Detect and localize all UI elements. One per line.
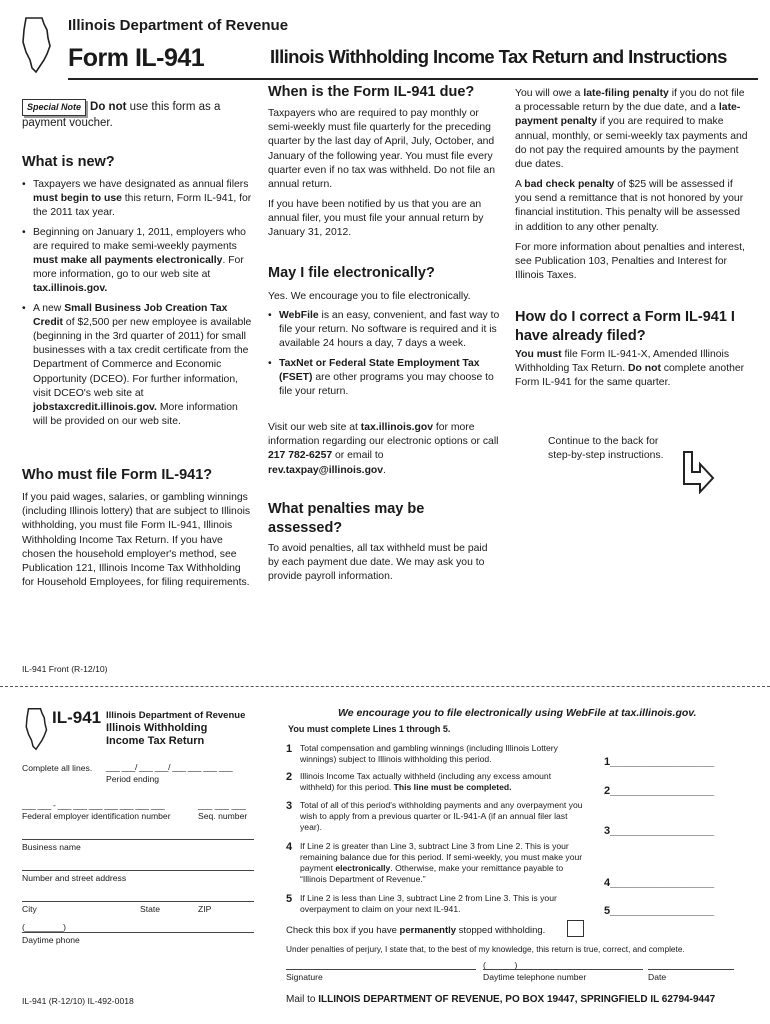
voucher-form-id: IL-941 <box>52 708 102 727</box>
daytime-phone-input[interactable]: (________) <box>22 922 66 932</box>
line-3-amount[interactable]: 3_________________ <box>604 825 715 837</box>
illinois-state-outline-icon <box>24 706 48 752</box>
bad-check-text: A bad check penalty of $25 will be assessed if you send a remittance that is not honored by your financial institution. This penalty will be assessed in addition to any other penalty. <box>515 179 744 233</box>
electronic-text-2: Visit our web site at tax.illinois.gov for more information regarding our electronic options or call 217 782-6257 or email to rev.taxpay@illinois.gov. <box>268 422 499 476</box>
front-footer: IL-941 Front (R-12/10) <box>22 664 108 674</box>
daytime-phone-label: Daytime phone <box>22 935 80 945</box>
line-item-2: 2 Illinois Income Tax actually withheld (including any excess amount withheld) for this period. This line must be completed. <box>286 771 552 792</box>
electronic-heading: May I file electronically? <box>268 265 435 281</box>
zip-label: ZIP <box>198 904 212 914</box>
fein-input[interactable]: ___ ___ - ___ ___ ___ ___ ___ ___ ___ <box>22 800 165 810</box>
special-note-badge: Special Note <box>22 99 86 116</box>
list-item: • Taxpayers we have designated as annual filers must begin to use this return, Form IL-941, for the 2011 tax year. <box>22 178 254 221</box>
line-4-amount[interactable]: 4_________________ <box>604 877 715 889</box>
signature-field[interactable] <box>286 969 476 970</box>
line-5-amount[interactable]: 5_________________ <box>604 905 715 917</box>
seq-number-label: Seq. number <box>198 811 248 821</box>
header-rule <box>68 78 758 80</box>
line-item-4: 4 If Line 2 is greater than Line 3, subtract Line 3 from Line 2. This is your remaining balance due for this period. If semi-weekly, you must make your payment electronically. Otherwise, make your remittance payable to “Illinois Department of Revenue.” <box>286 841 583 884</box>
penalty-info-text: For more information about penalties and interest, see Publication 103, Penalties and Interest for Illinois Taxes. <box>515 242 745 282</box>
cut-line <box>0 686 770 687</box>
penalties-text: To avoid penalties, all tax withheld must be paid by each payment due date. We may ask you to provide payroll information. <box>268 543 488 583</box>
daytime-telephone-field[interactable] <box>483 969 643 970</box>
line-2-amount[interactable]: 2_________________ <box>604 785 715 797</box>
special-note: Special Note Do not use this form as a payment voucher. <box>22 101 221 129</box>
date-field[interactable] <box>648 969 734 970</box>
signature-label: Signature <box>286 972 323 982</box>
mailing-address: Mail to ILLINOIS DEPARTMENT OF REVENUE, PO BOX 19447, SPRINGFIELD IL 62794-9447 <box>286 994 716 1005</box>
daytime-telephone-label: Daytime telephone number <box>483 972 587 982</box>
when-due-heading: When is the Form IL-941 due? <box>268 84 475 100</box>
stopped-withholding-checkbox[interactable] <box>567 920 584 937</box>
encourage-webfile: We encourage you to file electronically using WebFile at tax.illinois.gov. <box>338 707 697 719</box>
city-label: City <box>22 904 37 914</box>
list-item: • Beginning on January 1, 2011, employers who are required to make semi-weekly payments must make all payments electronically. For more information, go to our web site at tax.illinois.gov. <box>22 226 254 297</box>
complete-all-label: Complete all lines. <box>22 763 93 773</box>
line-1-amount[interactable]: 1_________________ <box>604 756 715 768</box>
continue-text: Continue to the back for step-by-step instructions. <box>548 436 664 462</box>
illinois-state-outline-icon <box>20 16 52 74</box>
electronic-text-1: Yes. We encourage you to file electronically. <box>268 291 471 302</box>
correct-heading: How do I correct a Form IL-941 I have already filed? <box>515 309 735 344</box>
who-must-file-text: If you paid wages, salaries, or gambling winnings (including Illinois lottery) that are subject to Illinois withholding, you must file Form IL-941, Illinois Withholding Income Tax Return. If you have chosen the household employer's method, see Publication 121, Illinois Income Tax Withholding for Household Employees, for filing requirements. <box>22 492 251 589</box>
list-item: • WebFile is an easy, convenient, and fast way to file your return. No software is required and it is available 24 hours a day, 7 days a week. <box>268 309 500 352</box>
electronic-list <box>268 309 500 404</box>
voucher-title: Illinois Department of Revenue Illinois Withholding Income Tax Return <box>106 710 246 747</box>
main-title: Illinois Withholding Income Tax Return and Instructions <box>270 46 727 67</box>
who-must-file-heading: Who must file Form IL-941? <box>22 467 213 483</box>
correct-text: You must file Form IL-941-X, Amended Illinois Withholding Tax Return. Do not complete another Form IL-941 for the same quarter. <box>515 349 745 389</box>
city-state-zip-field[interactable] <box>22 901 254 902</box>
line-items <box>286 743 586 919</box>
period-ending-input[interactable]: ___ ___/ ___ ___/ ___ ___ ___ ___ <box>106 762 233 772</box>
list-item: • A new Small Business Job Creation Tax Credit of $2,500 per new employee is available (beginning in the 3rd quarter of 2011) for small businesses with a tax credit certificate from the Department of Commerce and Economic Opportunity (DCEO). For further information, visit DCEO's web site at jobstaxcredit.illinois.gov. More information will be provided on our web site. <box>22 302 254 430</box>
signature-phone-input[interactable]: (______) <box>483 960 518 970</box>
voucher-footer-id: IL-941 (R-12/10) IL-492-0018 <box>22 996 134 1006</box>
street-address-label: Number and street address <box>22 873 127 883</box>
when-due-text-2: If you have been notified by us that you are an annual filer, you must file your annual return by January 31, 2012. <box>268 199 484 239</box>
department-name: Illinois Department of Revenue <box>68 17 289 34</box>
business-name-label: Business name <box>22 842 81 852</box>
fein-label: Federal employer identification number <box>22 811 171 821</box>
seq-number-input[interactable]: ___ ___ ___ <box>198 800 246 810</box>
daytime-phone-field[interactable] <box>22 932 254 933</box>
whats-new-heading: What is new? <box>22 154 115 170</box>
whats-new-list <box>22 178 254 434</box>
date-label: Date <box>648 972 667 982</box>
penalties-heading: What penalties may be assessed? <box>268 501 425 536</box>
when-due-text-1: Taxpayers who are required to pay monthly or semi-weekly must file quarterly for the preceding quarter by the last day of April, July, October, and January of the following year. You must file every quarter even if no tax was withheld. Do not file an annual return. <box>268 108 495 191</box>
list-item: • TaxNet or Federal State Employment Tax (FSET) are other programs you may choose to file your return. <box>268 357 500 400</box>
perjury-statement: Under penalties of perjury, I state that, to the best of my knowledge, this return is true, correct, and complete. <box>286 944 685 954</box>
stopped-withholding-label: Check this box if you have permanently stopped withholding. <box>286 925 546 936</box>
street-address-field[interactable] <box>22 870 254 871</box>
line-item-1: 1 Total compensation and gambling winnings (including Illinois Lottery winnings) subject to Illinois withholding this period. <box>286 743 558 764</box>
late-penalty-text: You will owe a late-filing penalty if you do not file a processable return by the due date, and a late-payment penalty if you are required to make annual, monthly, or semi-weekly tax payments and do not pay the required amounts by the payment due dates. <box>515 88 748 171</box>
line-item-3: 3 Total of all of this period's withholding payments and any overpayment you wish to apply from a previous quarter or IL-941-A (if an annual filer last year). <box>286 800 583 832</box>
line-item-5: 5 If Line 2 is less than Line 3, subtract Line 2 from Line 3. This is your overpayment to claim on your next IL-941. <box>286 893 557 914</box>
business-name-field[interactable] <box>22 839 254 840</box>
state-label: State <box>140 904 161 914</box>
form-title: Form IL-941 <box>68 44 205 72</box>
period-ending-label: Period ending <box>106 774 160 784</box>
must-complete-note: You must complete Lines 1 through 5. <box>288 724 451 734</box>
arrow-right-icon <box>680 450 716 494</box>
